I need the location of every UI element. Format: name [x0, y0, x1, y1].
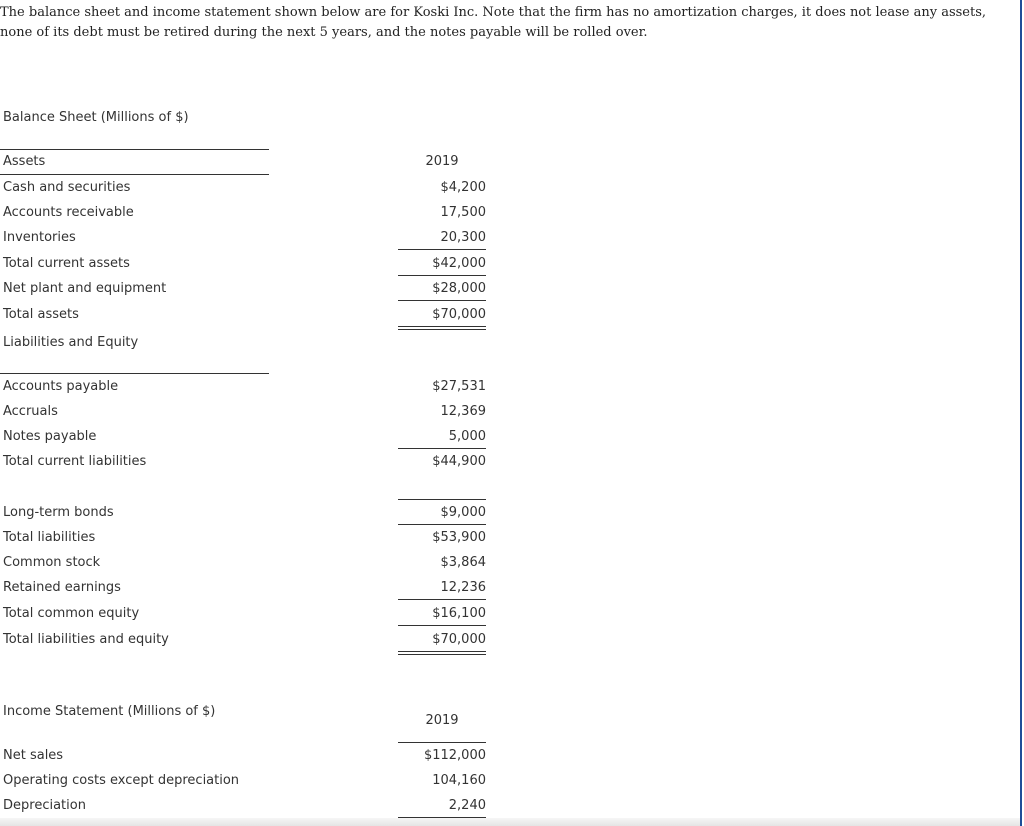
row-label: Depreciation — [3, 798, 86, 813]
subtotal-rule — [398, 599, 486, 600]
row-label: Net sales — [3, 748, 64, 763]
row-value: $42,000 — [432, 256, 486, 271]
header-rule — [398, 742, 486, 743]
row-value: 17,500 — [440, 205, 486, 220]
row-value: 2,240 — [448, 798, 486, 813]
row-value: 20,300 — [440, 230, 486, 245]
row-value: 12,236 — [440, 580, 486, 595]
row-label: Total assets — [3, 307, 79, 322]
row-label: Total liabilities and equity — [3, 632, 169, 647]
row-value: $16,100 — [432, 606, 486, 621]
liabilities-header: Liabilities and Equity — [3, 335, 139, 350]
row-label: Total current assets — [3, 256, 130, 271]
row-label: Total liabilities — [3, 530, 96, 545]
row-label: Accounts receivable — [3, 205, 134, 220]
row-value: 12,369 — [440, 404, 486, 419]
row-value: $70,000 — [432, 307, 486, 322]
row-value: $44,900 — [432, 454, 486, 469]
row-value: $4,200 — [440, 180, 486, 195]
row-value: $9,000 — [440, 505, 486, 520]
row-value: $28,000 — [432, 281, 486, 296]
total-double-rule — [398, 326, 486, 330]
row-label: Retained earnings — [3, 580, 121, 595]
row-label: Total common equity — [3, 606, 140, 621]
subtotal-rule — [398, 448, 486, 449]
row-label: Total current liabilities — [3, 454, 147, 469]
header-rule — [0, 373, 269, 374]
total-double-rule — [398, 651, 486, 655]
row-label: Common stock — [3, 555, 101, 570]
bottom-fade — [0, 818, 1020, 826]
row-label: Notes payable — [3, 429, 97, 444]
row-label: Operating costs except depreciation — [3, 773, 240, 788]
row-value: 5,000 — [448, 429, 486, 444]
assets-header: Assets — [3, 154, 46, 169]
subtotal-rule — [398, 249, 486, 250]
problem-statement: The balance sheet and income statement shown below are for Koski Inc. Note that the firm has no amortization charges, it does not lease any assets, none of its debt must be retired during the next 5 years, and the notes payable will be rolled over. — [0, 5, 987, 40]
income-statement-year: 2019 — [425, 713, 459, 728]
header-rule — [0, 174, 269, 175]
row-value: 104,160 — [432, 773, 486, 788]
header-rule — [0, 149, 269, 150]
subtotal-rule — [398, 625, 486, 626]
row-label: Net plant and equipment — [3, 281, 167, 296]
right-border — [1020, 0, 1022, 826]
subtotal-rule — [398, 300, 486, 301]
subtotal-rule — [398, 499, 486, 500]
income-statement-title: Income Statement (Millions of $) — [3, 704, 216, 719]
row-value: $27,531 — [432, 379, 486, 394]
row-label: Accounts payable — [3, 379, 119, 394]
balance-sheet-year: 2019 — [425, 154, 459, 169]
row-value: $53,900 — [432, 530, 486, 545]
row-label: Inventories — [3, 230, 76, 245]
row-value: $112,000 — [423, 748, 486, 763]
row-label: Cash and securities — [3, 180, 131, 195]
row-label: Long-term bonds — [3, 505, 114, 520]
row-value: $3,864 — [440, 555, 486, 570]
row-value: $70,000 — [432, 632, 486, 647]
balance-sheet-title: Balance Sheet (Millions of $) — [3, 110, 189, 125]
subtotal-rule — [398, 275, 486, 276]
subtotal-rule — [398, 524, 486, 525]
row-label: Accruals — [3, 404, 58, 419]
